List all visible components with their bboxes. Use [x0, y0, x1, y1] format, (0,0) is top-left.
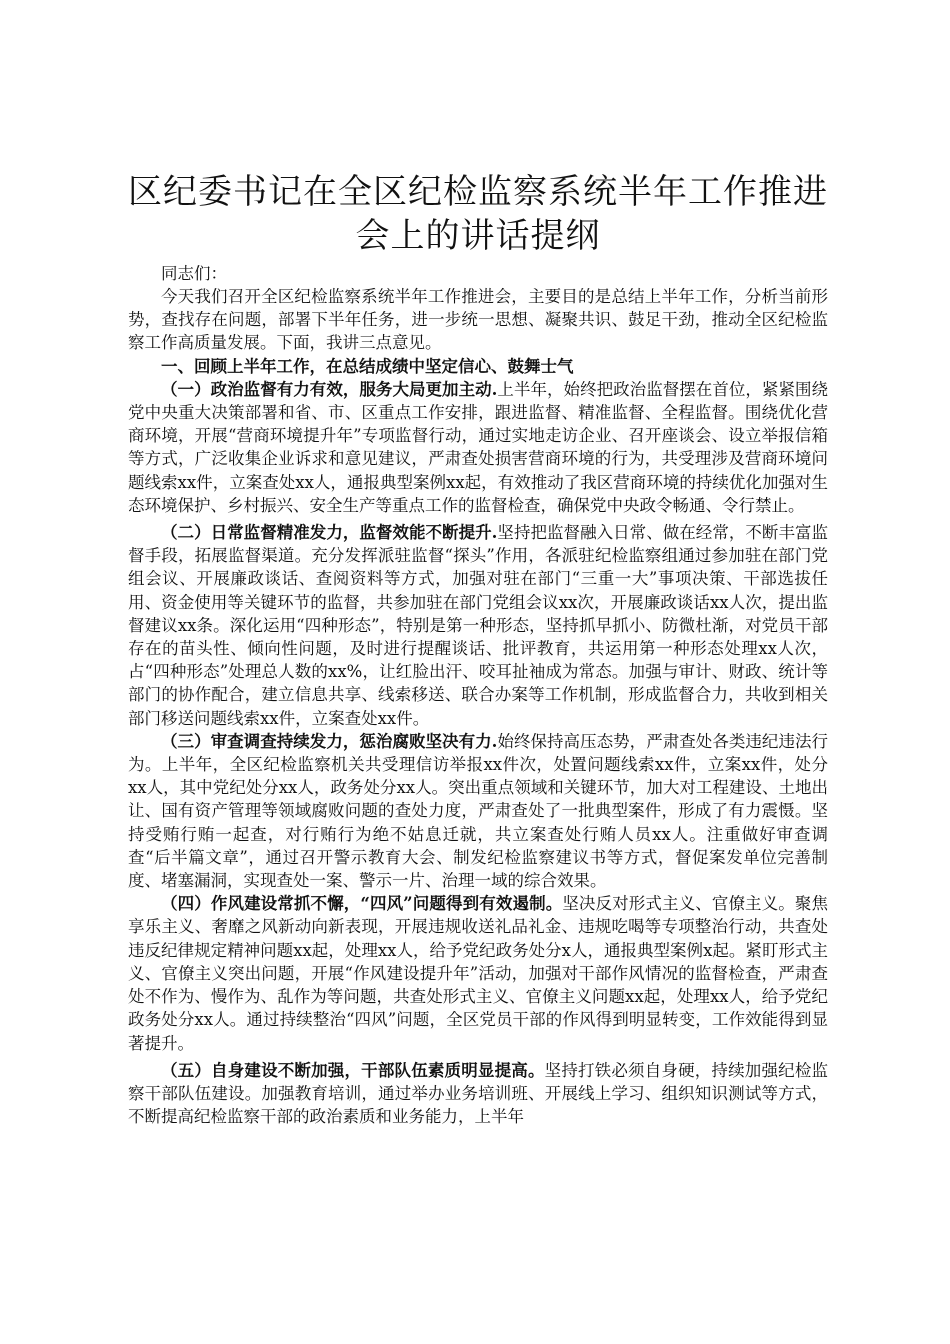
item-lead-2: （二）日常监督精准发力，监督效能不断提升.	[161, 523, 498, 543]
item-paragraph-5	[128, 1059, 828, 1129]
section-heading-1: 一、回顾上半年工作，在总结成绩中坚定信心、鼓舞士气	[161, 356, 574, 376]
item-body-1: 上半年，始终把政治监督摆在首位，紧紧围绕党中央重大决策部署和省、市、区重点工作安排，跟进监督、精准监督、全程监督。围绕优化营商环境，开展“营商环境提升年”专项监督行动，通过实地走访企业、召开座谈会、设立举报信箱等方式，广泛收集企业诉求和意见建议，严肃查处损害营商环境的行为，共受理涉及营商环境问题线索xx件，立案查处xx人，通报典型案例xx起，有效推动了我区营商环境的持续优化加强对生态环境保护、乡村振兴、安全生产等重点工作的监督检查，确保党中央政令畅通、令行禁止。	[128, 379, 828, 515]
item-paragraph-1	[128, 378, 828, 517]
item-body-4: 坚决反对形式主义、官僚主义。聚焦享乐主义、奢靡之风新动向新表现，开展违规收送礼品礼金、违规吃喝等专项整治行动，共查处违反纪律规定精神问题xx起，处理xx人，给予党纪政务处分x人，通报典型案例x起。紧盯形式主义、官僚主义突出问题，开展“作风建设提升年”活动，加强对干部作风情况的监督检查，严肃查处不作为、慢作为、乱作为等问题，共查处形式主义、官僚主义问题xx起，处理xx人，给予党纪政务处分xx人。通过持续整治“四风”问题，全区党员干部的作风得到明显转变，工作效能得到显著提升。	[128, 894, 829, 1053]
document-title: 区纪委书记在全区纪检监察系统半年工作推进会上的讲话提纲	[128, 172, 828, 256]
item-paragraph-3	[128, 730, 828, 892]
greeting: 同志们：	[161, 264, 227, 283]
item-lead-4: （四）作风建设常抓不懈，“四风”问题得到有效遏制。	[161, 894, 563, 914]
item-body-3: 始终保持高压态势，严肃查处各类违纪违法行为。上半年，全区纪检监察机关共受理信访举报xx件次，处置问题线索xx件，立案xx件，处分xx人，其中党纪处分xx人，政务处分xx人。突出重点领域和关键环节，加大对工程建设、土地出让、国有资产管理等领域腐败问题的查处力度，严肃查处了一批典型案件，形成了有力震慑。坚持受贿行贿一起查，对行贿行为绝不姑息迁就，共立案查处行贿人员xx人。注重做好审查调查“后半篇文章”，通过召开警示教育大会、制发纪检监察建议书等方式，督促案发单位完善制度、堵塞漏洞，实现查处一案、警示一片、治理一域的综合效果。	[128, 731, 828, 891]
item-paragraph-2	[128, 521, 828, 730]
item-body-2: 坚持把监督融入日常、做在经常，不断丰富监督手段，拓展监督渠道。充分发挥派驻监督“探头”作用，各派驻纪检监察组通过参加驻在部门党组会议、开展廉政谈话、查阅资料等方式，加强对驻在部门“三重一大”事项决策、干部选拔任用、资金使用等关键环节的监督，共参加驻在部门党组会议xx次，开展廉政谈话xx人次，提出监督建议xx条。深化运用“四种形态”，特别是第一种形态，坚持抓早抓小、防微杜渐，对党员干部存在的苗头性、倾向性问题，及时进行提醒谈话、批评教育，共运用第一种形态处理xx人次，占“四种形态”处理总人数的xx%，让红脸出汗、咬耳扯袖成为常态。加强与审计、财政、统计等部门的协作配合，建立信息共享、线索移送、联合办案等工作机制，形成监督合力，共收到相关部门移送问题线索xx件，立案查处xx件。	[128, 523, 828, 728]
intro-paragraph: 今天我们召开全区纪检监察系统半年工作推进会，主要目的是总结上半年工作，分析当前形势，查找存在问题，部署下半年任务，进一步统一思想、凝聚共识、鼓足干劲，推动全区纪检监察工作高质量发展。下面，我讲三点意见。	[128, 287, 828, 353]
item-lead-1: （一）政治监督有力有效，服务大局更加主动.	[161, 379, 498, 399]
document-body	[128, 170, 828, 1128]
item-lead-3: （三）审查调查持续发力，惩治腐败坚决有力.	[161, 731, 498, 751]
item-body-5: 坚持打铁必须自身硬，持续加强纪检监察干部队伍建设。加强教育培训，通过举办业务培训班、开展线上学习、组织知识测试等方式，不断提高纪检监察干部的政治素质和业务能力，上半年	[128, 1060, 829, 1127]
item-lead-5: （五）自身建设不断加强，干部队伍素质明显提高。	[161, 1060, 545, 1080]
item-paragraph-4	[128, 892, 828, 1054]
